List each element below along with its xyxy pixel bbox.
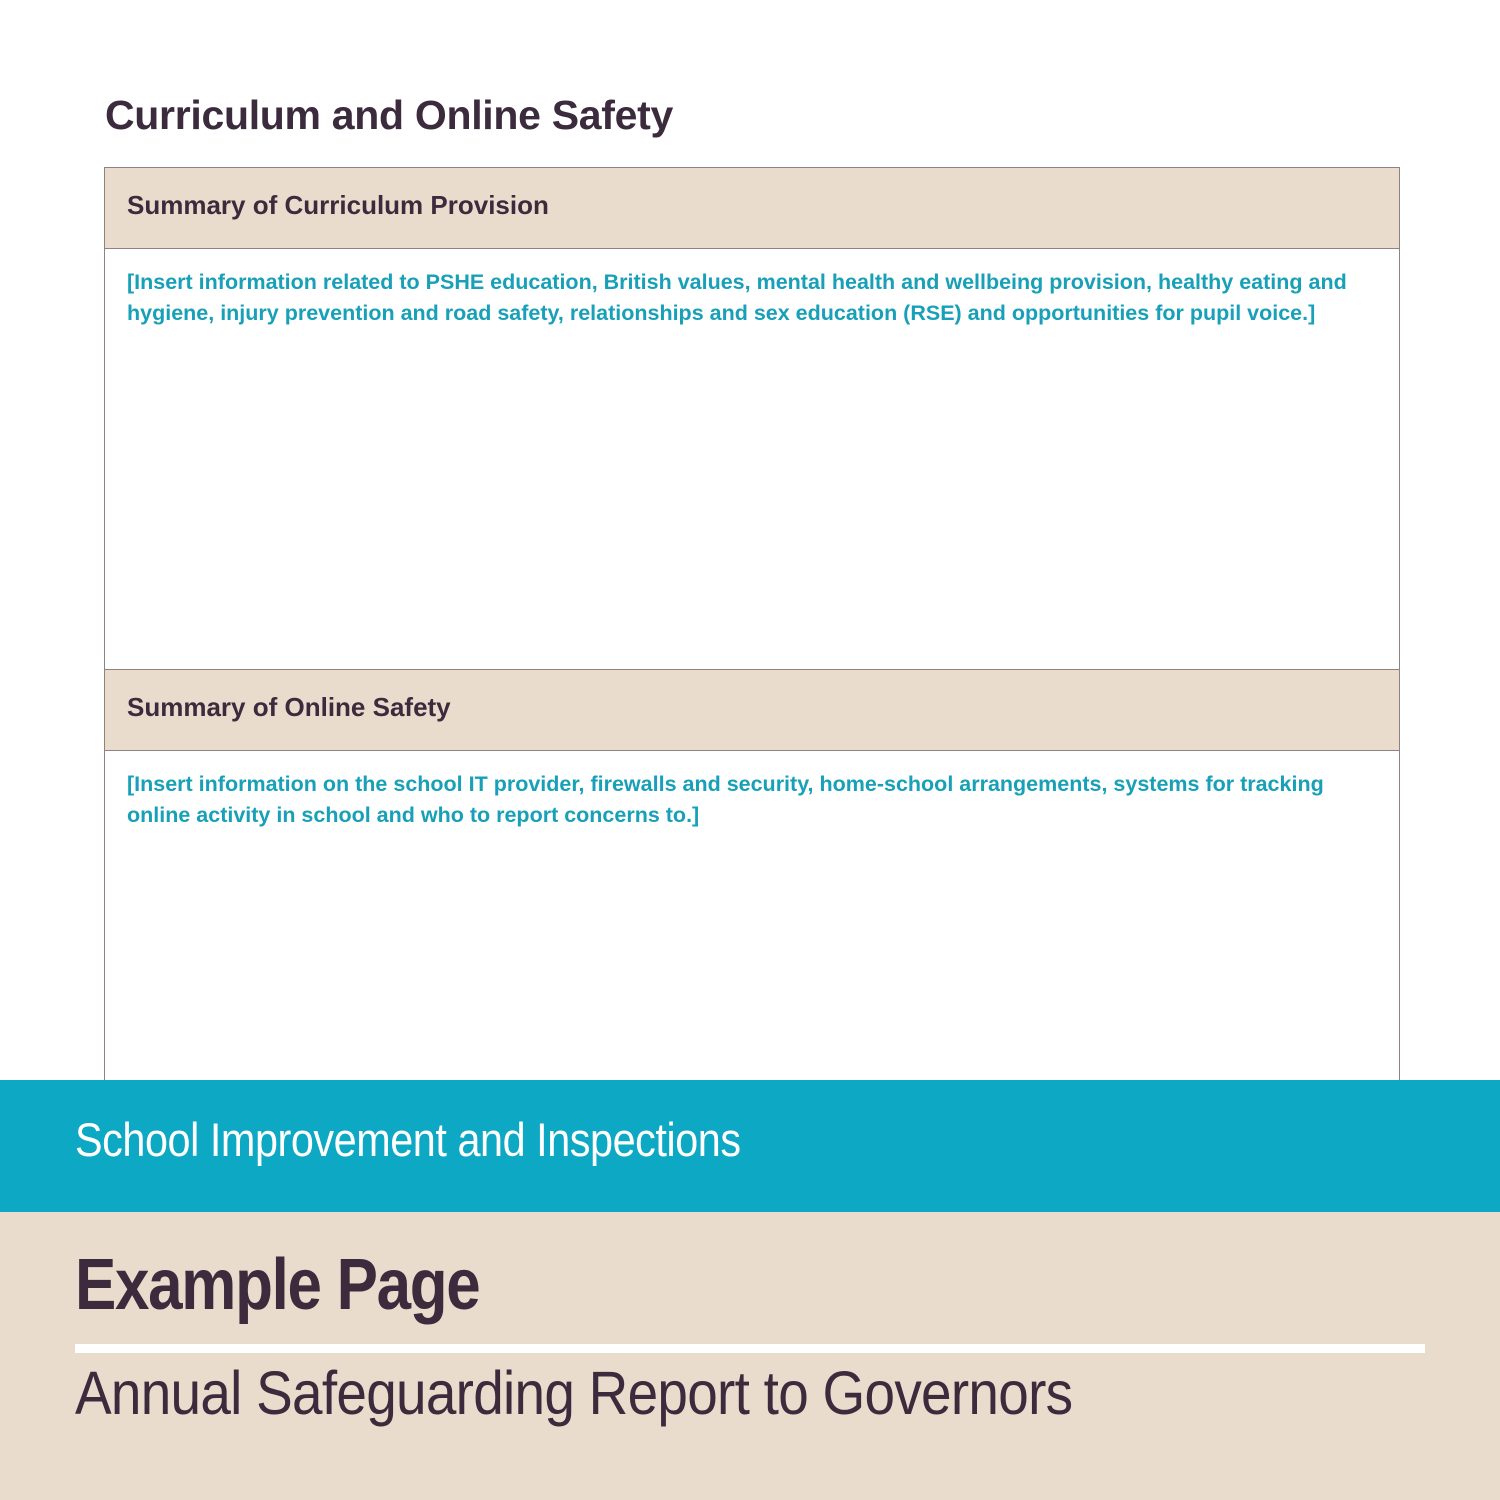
- table-row-curriculum-body: [105, 249, 1400, 670]
- section-header-cell-curriculum: [105, 168, 1400, 249]
- section-header-cell-online-safety: [105, 670, 1400, 751]
- section-body-text-online-safety: [Insert information on the school IT provider, firewalls and security, home-school arrangements, systems for tracking online activity in school and who to report concerns to.]: [127, 772, 1324, 828]
- section-header-label-online-safety: Summary of Online Safety: [127, 692, 451, 722]
- section-body-cell-curriculum[interactable]: [105, 249, 1400, 670]
- page-title: Curriculum and Online Safety: [105, 92, 673, 138]
- banner-title: School Improvement and Inspections: [75, 1113, 741, 1166]
- section-body-text-curriculum: [Insert information related to PSHE education, British values, mental health and wellbeing provision, healthy eating and hygiene, injury prevention and road safety, relationships and sex education (RSE) and opportunities for pupil voice.]: [127, 270, 1347, 326]
- footer-title: Example Page: [75, 1245, 480, 1325]
- footer-divider: [75, 1344, 1425, 1353]
- teal-banner: [0, 1080, 1500, 1212]
- table-row-online-safety-header: [105, 670, 1400, 751]
- footer-subtitle: Annual Safeguarding Report to Governors: [75, 1359, 1073, 1427]
- table-row-online-safety-body: [105, 751, 1400, 1081]
- section-body-cell-online-safety[interactable]: [105, 751, 1400, 1081]
- report-table: [104, 167, 1400, 1080]
- section-header-label-curriculum: Summary of Curriculum Provision: [127, 190, 549, 220]
- table-row-curriculum-header: [105, 168, 1400, 249]
- footer-panel: [0, 1212, 1500, 1500]
